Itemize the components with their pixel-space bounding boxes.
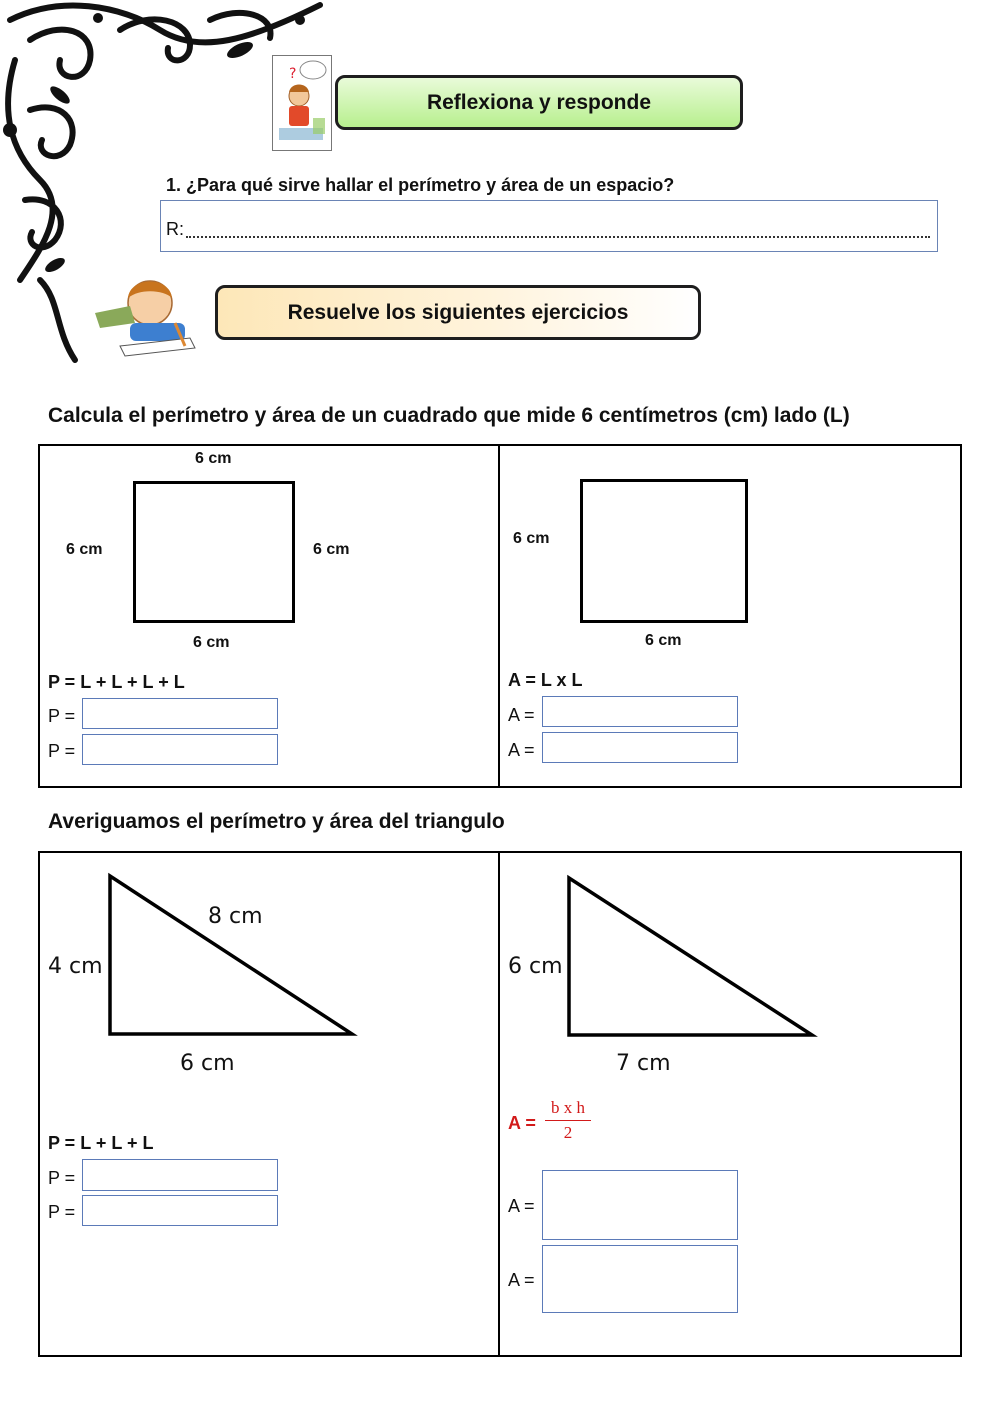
square-left-shape [133, 481, 295, 623]
area-square-label-2: A = [508, 740, 535, 760]
question-1: 1. ¿Para qué sirve hallar el perímetro y área de un espacio? [166, 175, 675, 195]
perimeter-square-formula: P = L + L + L + L [48, 672, 185, 692]
triangle-left-hypotenuse-label: 8 cm [208, 904, 263, 929]
fraction-denominator: 2 [563, 1123, 573, 1142]
area-triangle-input-1[interactable] [542, 1170, 738, 1240]
square-left-left-label: 6 cm [66, 541, 103, 558]
triangle-right-shape [560, 868, 822, 1042]
thinking-child-icon [273, 56, 331, 150]
area-triangle-fraction [545, 1098, 591, 1143]
svg-text:?: ? [289, 66, 297, 82]
square-left-bottom-label: 6 cm [193, 634, 230, 651]
square-left-top-label: 6 cm [195, 450, 232, 467]
fraction-numerator: b x h [545, 1098, 591, 1121]
perimeter-triangle-label-1: P = [48, 1168, 76, 1188]
perimeter-triangle-input-2[interactable] [82, 1195, 278, 1226]
exercises-title-text: Resuelve los siguientes ejercicios [287, 300, 629, 324]
square-section-title: Calcula el perímetro y área de un cuadrado que mide 6 centímetros (cm) lado (L) [48, 404, 850, 427]
area-square-input-1[interactable] [542, 696, 738, 727]
area-triangle-input-2[interactable] [542, 1245, 738, 1313]
triangle-left-base-label: 6 cm [180, 1051, 235, 1076]
reflect-title-banner [335, 75, 743, 130]
perimeter-square-label-1: P = [48, 706, 76, 726]
thinking-child-image [272, 55, 332, 151]
perimeter-triangle-input-1[interactable] [82, 1159, 278, 1191]
triangle-left-shape [100, 868, 362, 1042]
area-square-formula: A = L x L [508, 670, 583, 690]
reflect-title-text: Reflexiona y responde [426, 90, 652, 114]
square-left-right-label: 6 cm [313, 541, 350, 558]
square-right-shape [580, 479, 748, 623]
area-square-input-2[interactable] [542, 732, 738, 763]
area-square-label-1: A = [508, 705, 535, 725]
perimeter-triangle-label-2: P = [48, 1202, 76, 1222]
perimeter-square-input-1[interactable] [82, 698, 278, 729]
answer-field-box[interactable] [160, 200, 938, 252]
triangle-section-title: Averiguamos el perímetro y área del triangulo [48, 810, 505, 833]
answer-prefix: R: [166, 219, 184, 239]
perimeter-square-label-2: P = [48, 741, 76, 761]
triangle-left-height-label: 4 cm [48, 954, 103, 979]
triangle-right-height-label: 6 cm [508, 954, 563, 979]
square-right-left-label: 6 cm [513, 530, 550, 547]
square-panel-divider [498, 444, 500, 788]
perimeter-square-input-2[interactable] [82, 734, 278, 765]
perimeter-triangle-formula: P = L + L + L [48, 1133, 154, 1153]
exercises-title-banner [215, 285, 701, 340]
triangle-panel-divider [498, 851, 500, 1357]
area-triangle-label-1: A = [508, 1196, 535, 1216]
area-triangle-formula-prefix: A = [508, 1113, 536, 1133]
writing-child-icon [90, 268, 205, 358]
answer-dotted-line [186, 236, 930, 238]
triangle-right-base-label: 7 cm [616, 1051, 671, 1076]
area-triangle-label-2: A = [508, 1270, 535, 1290]
square-right-bottom-label: 6 cm [645, 632, 682, 649]
